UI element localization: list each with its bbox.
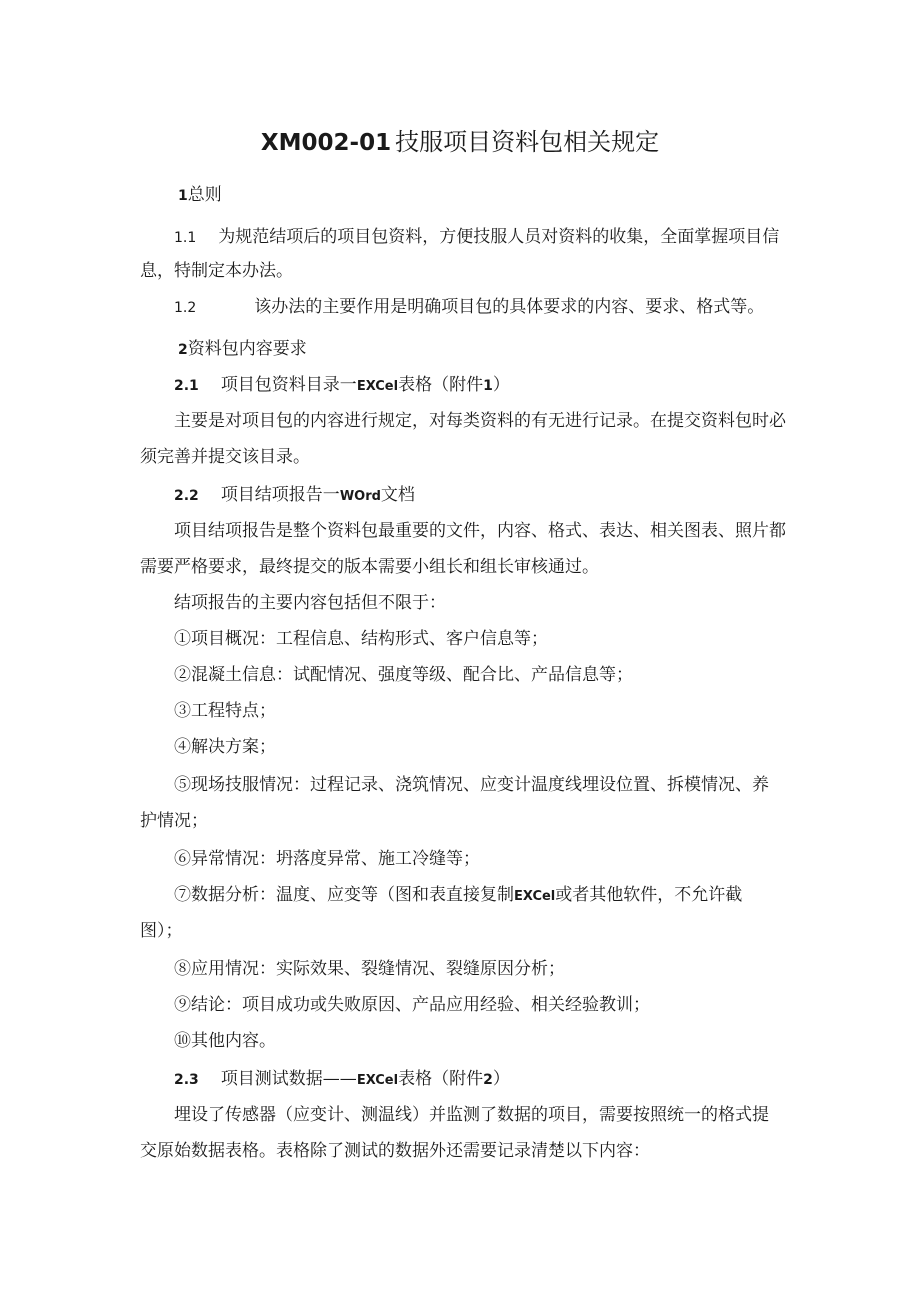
list-item-5-text-2: 护情况； <box>140 811 208 831</box>
list-item-3 <box>174 698 276 724</box>
clause-2-2-body-3 <box>174 590 446 616</box>
clause-2-1-number: 2.1 <box>174 378 199 394</box>
clause-2-3-number: 2.3 <box>174 1072 199 1088</box>
clause-2-1-attachment-number: 1 <box>483 378 493 394</box>
list-item-6-text: ⑥异常情况：坍落度异常、施工冷缝等； <box>174 849 480 869</box>
list-item-1-text: ①项目概况：工程信息、结构形式、客户信息等； <box>174 629 548 649</box>
clause-2-1-heading <box>174 372 510 400</box>
clause-2-2-body-text-3: 结项报告的主要内容包括但不限于： <box>174 593 446 613</box>
clause-2-1-body-1 <box>174 408 786 434</box>
clause-1-2-text: 该办法的主要作用是明确项目包的具体要求的内容、要求、格式等。 <box>254 297 765 317</box>
clause-2-2-number: 2.2 <box>174 488 199 504</box>
list-item-7-pre: ⑦数据分析：温度、应变等（图和表直接复制 <box>174 885 514 905</box>
clause-2-2-body-2 <box>140 554 599 580</box>
list-item-7-post: 或者其他软件，不允许截 <box>555 885 743 905</box>
document-title <box>0 124 920 161</box>
list-item-5-line-1 <box>174 772 769 798</box>
clause-2-2-body-text-2: 需要严格要求，最终提交的版本需要小组长和组长审核通过。 <box>140 557 599 577</box>
clause-2-1-latin: EXCel <box>356 379 399 394</box>
clause-2-2-body-text-1: 项目结项报告是整个资料包最重要的文件，内容、格式、表达、相关图表、照片都 <box>174 521 786 541</box>
clause-2-1-close: ） <box>492 375 510 395</box>
clause-2-3-body-text-1: 埋设了传感器（应变计、测温线）并监测了数据的项目，需要按照统一的格式提 <box>174 1105 769 1125</box>
clause-2-1-mid: 表格（附件 <box>398 375 484 395</box>
list-item-2 <box>174 662 633 688</box>
clause-2-3-body-1 <box>174 1102 769 1128</box>
clause-1-1-text-2: 息，特制定本办法。 <box>140 261 293 281</box>
section-1-title: 总则 <box>187 185 222 205</box>
clause-2-2-latin: WOrd <box>339 489 381 504</box>
clause-1-2-number: 1.2 <box>174 300 197 316</box>
clause-2-1-body-text-1: 主要是对项目包的内容进行规定，对每类资料的有无进行记录。在提交资料包时必 <box>174 411 786 431</box>
clause-2-3-attachment-number: 2 <box>483 1072 493 1088</box>
list-item-9 <box>174 992 650 1018</box>
clause-2-2-body-1 <box>174 518 786 544</box>
clause-2-1-pre: 项目包资料目录一 <box>220 375 357 395</box>
list-item-7-text-2: 图）； <box>140 921 183 941</box>
list-item-4-text: ④解决方案； <box>174 737 276 757</box>
list-item-8-text: ⑧应用情况：实际效果、裂缝情况、裂缝原因分析； <box>174 959 565 979</box>
clause-1-1-text-1: 为规范结项后的项目包资料，方便技服人员对资料的收集，全面掌握项目信 <box>218 227 780 247</box>
clause-2-3-body-text-2: 交原始数据表格。表格除了测试的数据外还需要记录清楚以下内容： <box>140 1141 650 1161</box>
title-code: XM002-01 <box>260 130 392 156</box>
list-item-3-text: ③工程特点； <box>174 701 276 721</box>
clause-1-1-line-2 <box>140 258 293 284</box>
clause-2-3-close: ） <box>492 1069 510 1089</box>
clause-1-1-number: 1.1 <box>174 230 197 246</box>
clause-2-2-post: 文档 <box>380 485 415 505</box>
list-item-1 <box>174 626 548 652</box>
list-item-7-line-2 <box>140 918 183 944</box>
clause-2-2-heading <box>174 482 415 510</box>
clause-2-3-latin: EXCel <box>356 1073 399 1088</box>
clause-1-2 <box>174 294 764 321</box>
clause-2-3-body-2 <box>140 1138 650 1164</box>
clause-2-1-body-text-2: 须完善并提交该目录。 <box>140 447 310 467</box>
list-item-5-text-1: ⑤现场技服情况：过程记录、浇筑情况、应变计温度线埋设位置、拆模情况、养 <box>174 775 769 795</box>
list-item-4 <box>174 734 276 760</box>
section-2-number: 2 <box>178 342 188 358</box>
clause-2-2-pre: 项目结项报告一 <box>220 485 340 505</box>
section-2-heading <box>178 336 307 363</box>
list-item-7-line-1 <box>174 882 742 910</box>
section-1-number: 1 <box>178 188 188 204</box>
list-item-9-text: ⑨结论：项目成功或失败原因、产品应用经验、相关经验教训； <box>174 995 650 1015</box>
list-item-8 <box>174 956 565 982</box>
clause-2-1-body-2 <box>140 444 310 470</box>
list-item-10 <box>174 1028 276 1054</box>
list-item-10-text: ⑩其他内容。 <box>174 1031 276 1051</box>
clause-2-3-heading <box>174 1066 510 1094</box>
section-2-title: 资料包内容要求 <box>187 339 307 359</box>
section-1-heading <box>178 182 222 209</box>
list-item-5-line-2 <box>140 808 208 834</box>
list-item-6 <box>174 846 480 872</box>
title-text: 技服项目资料包相关规定 <box>395 128 660 156</box>
list-item-2-text: ②混凝土信息：试配情况、强度等级、配合比、产品信息等； <box>174 665 633 685</box>
clause-2-3-mid: 表格（附件 <box>398 1069 484 1089</box>
clause-2-3-pre: 项目测试数据—— <box>220 1069 357 1089</box>
clause-1-1-line-1 <box>174 224 779 251</box>
list-item-7-latin: EXCel <box>514 889 556 904</box>
